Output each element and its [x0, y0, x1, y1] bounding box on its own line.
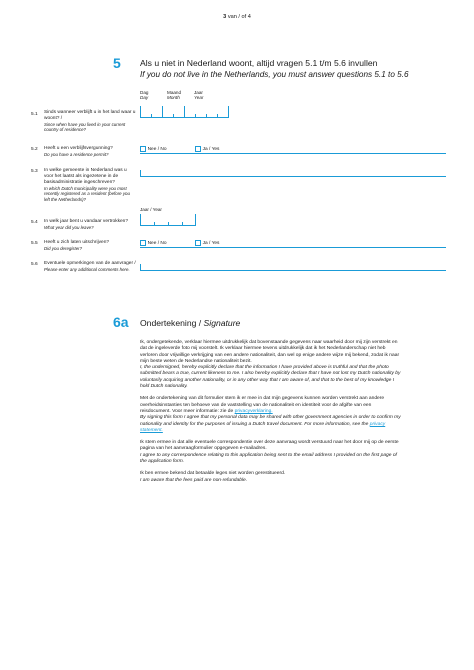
q55-number: 5.5 — [31, 241, 38, 246]
declaration-paragraph-3: Ik stem ermee in dat alle eventuele correspondentie over deze aanvraag wordt verstuurd naar het door mij op de eerste pagina van het aanvraagformulier opgegeven e-mailadres. I agree to any correspondence relating to this application being sent to the email address I provided on the first page of the application form. — [140, 440, 399, 465]
q55-text: Heeft u zich laten uitschrijven? Did you deregister? — [44, 240, 110, 251]
section-6a-number: 6a — [113, 314, 129, 330]
q55-no-option[interactable]: Nee / No — [140, 240, 167, 246]
page-current: 3 — [223, 14, 227, 20]
section-5-subtitle: If you do not live in the Netherlands, you must answer questions 5.1 to 5.6 — [140, 70, 409, 79]
q54-text: In welk jaar bent u vandaar vertrokken? What year did you leave? — [44, 219, 128, 230]
declaration-text — [140, 340, 402, 490]
section-6a-title: Ondertekening / Signature — [140, 318, 241, 328]
privacy-link-nl[interactable]: privacyverklaring. — [234, 408, 273, 414]
year-label: Jaar / Year — [140, 207, 162, 212]
q52-yes-checkbox[interactable] — [195, 146, 201, 152]
q56-text: Eventuele opmerkingen van de aanvrager / Please enter any additional comments here. — [44, 261, 136, 272]
q51-date-field[interactable] — [140, 106, 230, 118]
day-header: Dag Day — [140, 90, 149, 101]
page-number — [0, 14, 474, 20]
q53-number: 5.3 — [31, 169, 38, 174]
q54-number: 5.4 — [31, 220, 38, 225]
q55-divider — [140, 247, 446, 248]
declaration-paragraph-2: Met de ondertekening van dit formulier stem ik er mee in dat mijn gegevens kunnen worden verstrekt aan andere overheidsinstanties ten behoeve van de vaststelling van de nationaliteit en identiteit voor de afgifte van een reisdocument. Voor meer informatie: zie de privacyverklaring. By signing this form I agree that my personal data may be shared with other government agencies in order to confirm my nationality and identity for the purposes of issuing a Dutch travel document. For more information, see the privacy statement. — [140, 396, 401, 433]
month-header: Maand Month — [167, 90, 182, 101]
q52-number: 5.2 — [31, 147, 38, 152]
declaration-paragraph-1: Ik, ondergetekende, verklaar hiermee uitdrukkelijk dat bovenstaande gegevens naar waarheid door mij zijn verstrekt en dat de ingeleverde foto mij voorstelt. Ik verklaar hiermee tevens uitdrukkelijk dat ik het Nederlanderschap niet heb verloren door vrijwillige verkrijging van een andere nationaliteit, dan wel op enige andere wijze mij bekend, zodat ik naar mijn beste weten de Nederlandse nationaliteit bezit. I, the undersigned, hereby explicitly declare that the information I have provided above is truthful and that the photo submitted bears a true, current likeness to me. I also hereby explicitly declare that I have not lost my Dutch nationality by voluntarily acquiring another nationality, or in any other way that I am aware of, and that to the best of my knowledge I hold Dutch nationality. — [140, 340, 401, 390]
q52-no-checkbox[interactable] — [140, 146, 146, 152]
q51-text: Sinds wanneer verblijft u in het land waar u woont? / Since when have you lived in your current country of residence? — [44, 110, 136, 133]
q56-number: 5.6 — [31, 262, 38, 267]
q52-yes-option[interactable]: Ja / Yes — [195, 146, 219, 152]
year-header: Jaar Year — [194, 90, 204, 101]
section-5-title: Als u niet in Nederland woont, altijd vragen 5.1 t/m 5.6 invullen — [140, 58, 378, 68]
q55-yes-option[interactable]: Ja / Yes — [195, 240, 219, 246]
q52-no-option[interactable]: Nee / No — [140, 146, 167, 152]
privacy-link-en[interactable]: privacy statement. — [140, 421, 386, 433]
q55-no-checkbox[interactable] — [140, 240, 146, 246]
q52-divider — [140, 153, 446, 154]
q51-number: 5.1 — [31, 112, 38, 117]
q56-comments-field[interactable] — [140, 260, 446, 271]
page-total: van / of 4 — [227, 14, 251, 20]
section-5-number: 5 — [113, 55, 121, 71]
declaration-paragraph-4: Ik ben ermee bekend dat betaalde leges niet worden gerestitueerd. I am aware that the fees paid are non-refundable. — [140, 471, 286, 483]
q53-municipality-field[interactable] — [140, 166, 446, 177]
q55-yes-checkbox[interactable] — [195, 240, 201, 246]
q52-text: Heeft u een verblijfsvergunning? Do you have a residence permit? — [44, 146, 113, 157]
q53-text: In welke gemeente in Nederland was u voor het laatst als ingezetene in de basisadministratie ingeschreven? In which Dutch municipality were you most recently registered as a resident (before you left the Netherlands)? — [44, 168, 130, 202]
q54-year-field[interactable] — [140, 214, 200, 226]
